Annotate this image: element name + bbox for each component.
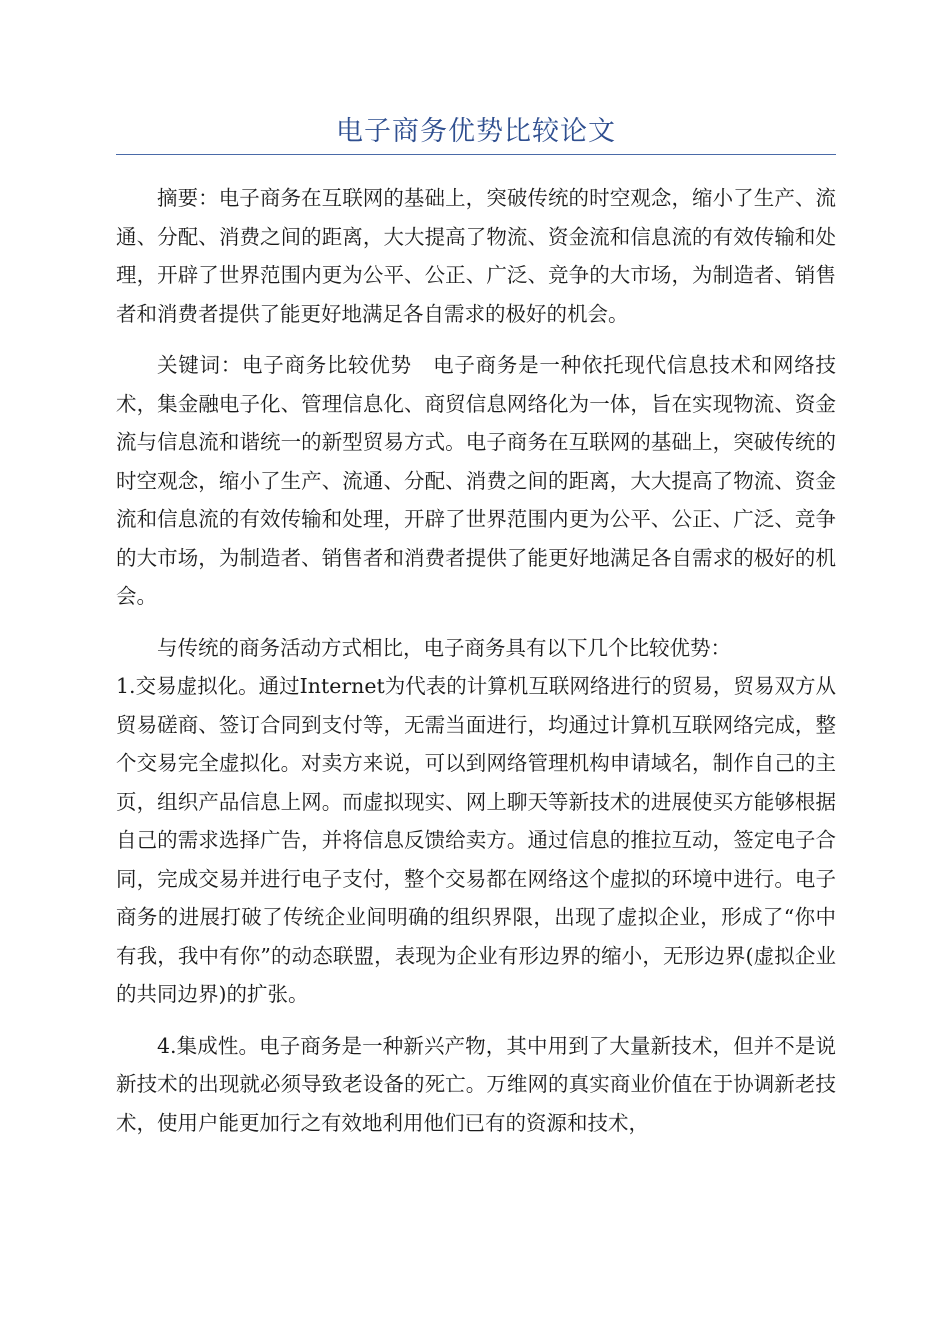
document-page (116, 0, 836, 1142)
integration-paragraph: 4.集成性。电子商务是一种新兴产物，其中用到了大量新技术，但并不是说新技术的出现就必须导致老设备的死亡。万维网的真实商业价值在于协调新老技术，使用户能更加行之有效地利用他们已有的资源和技术， (116, 1033, 836, 1135)
virtualization-paragraph: 1.交易虚拟化。通过Internet为代表的计算机互联网络进行的贸易，贸易双方从贸易磋商、签订合同到支付等，无需当面进行，均通过计算机互联网络完成，整个交易完全虚拟化。对卖方来说，可以到网络管理机构申请域名，制作自己的主页，组织产品信息上网。而虚拟现实、网上聊天等新技术的进展使买方能够根据自己的需求选择广告，并将信息反馈给卖方。通过信息的推拉互动，签定电子合同，完成交易并进行电子支付，整个交易都在网络这个虚拟的环境中进行。电子商务的进展打破了传统企业间明确的组织界限，出现了虚拟企业，形成了“你中有我，我中有你”的动态联盟，表现为企业有形边界的缩小，无形边界(虚拟企业的共同边界)的扩张。 (116, 674, 836, 1006)
title-underline (116, 154, 836, 155)
comparison-intro-paragraph: 与传统的商务活动方式相比，电子商务具有以下几个比较优势： (157, 635, 731, 660)
document-title: 电子商务优势比较论文 (336, 116, 616, 147)
keywords-paragraph: 关键词：电子商务比较优势 电子商务是一种依托现代信息技术和网络技术，集金融电子化、管理信息化、商贸信息网络化为一体，旨在实现物流、资金流与信息流和谐统一的新型贸易方式。电子商务在互联网的基础上，突破传统的时空观念，缩小了生产、流通、分配、消费之间的距离，大大提高了物流、资金流和信息流的有效传输和处理，开辟了世界范围内更为公平、公正、广泛、竞争的大市场，为制造者、销售者和消费者提供了能更好地满足各自需求的极好的机会。 (116, 353, 836, 608)
abstract-paragraph: 摘要：电子商务在互联网的基础上，突破传统的时空观念，缩小了生产、流通、分配、消费之间的距离，大大提高了物流、资金流和信息流的有效传输和处理，开辟了世界范围内更为公平、公正、广泛、竞争的大市场，为制造者、销售者和消费者提供了能更好地满足各自需求的极好的机会。 (116, 186, 836, 326)
